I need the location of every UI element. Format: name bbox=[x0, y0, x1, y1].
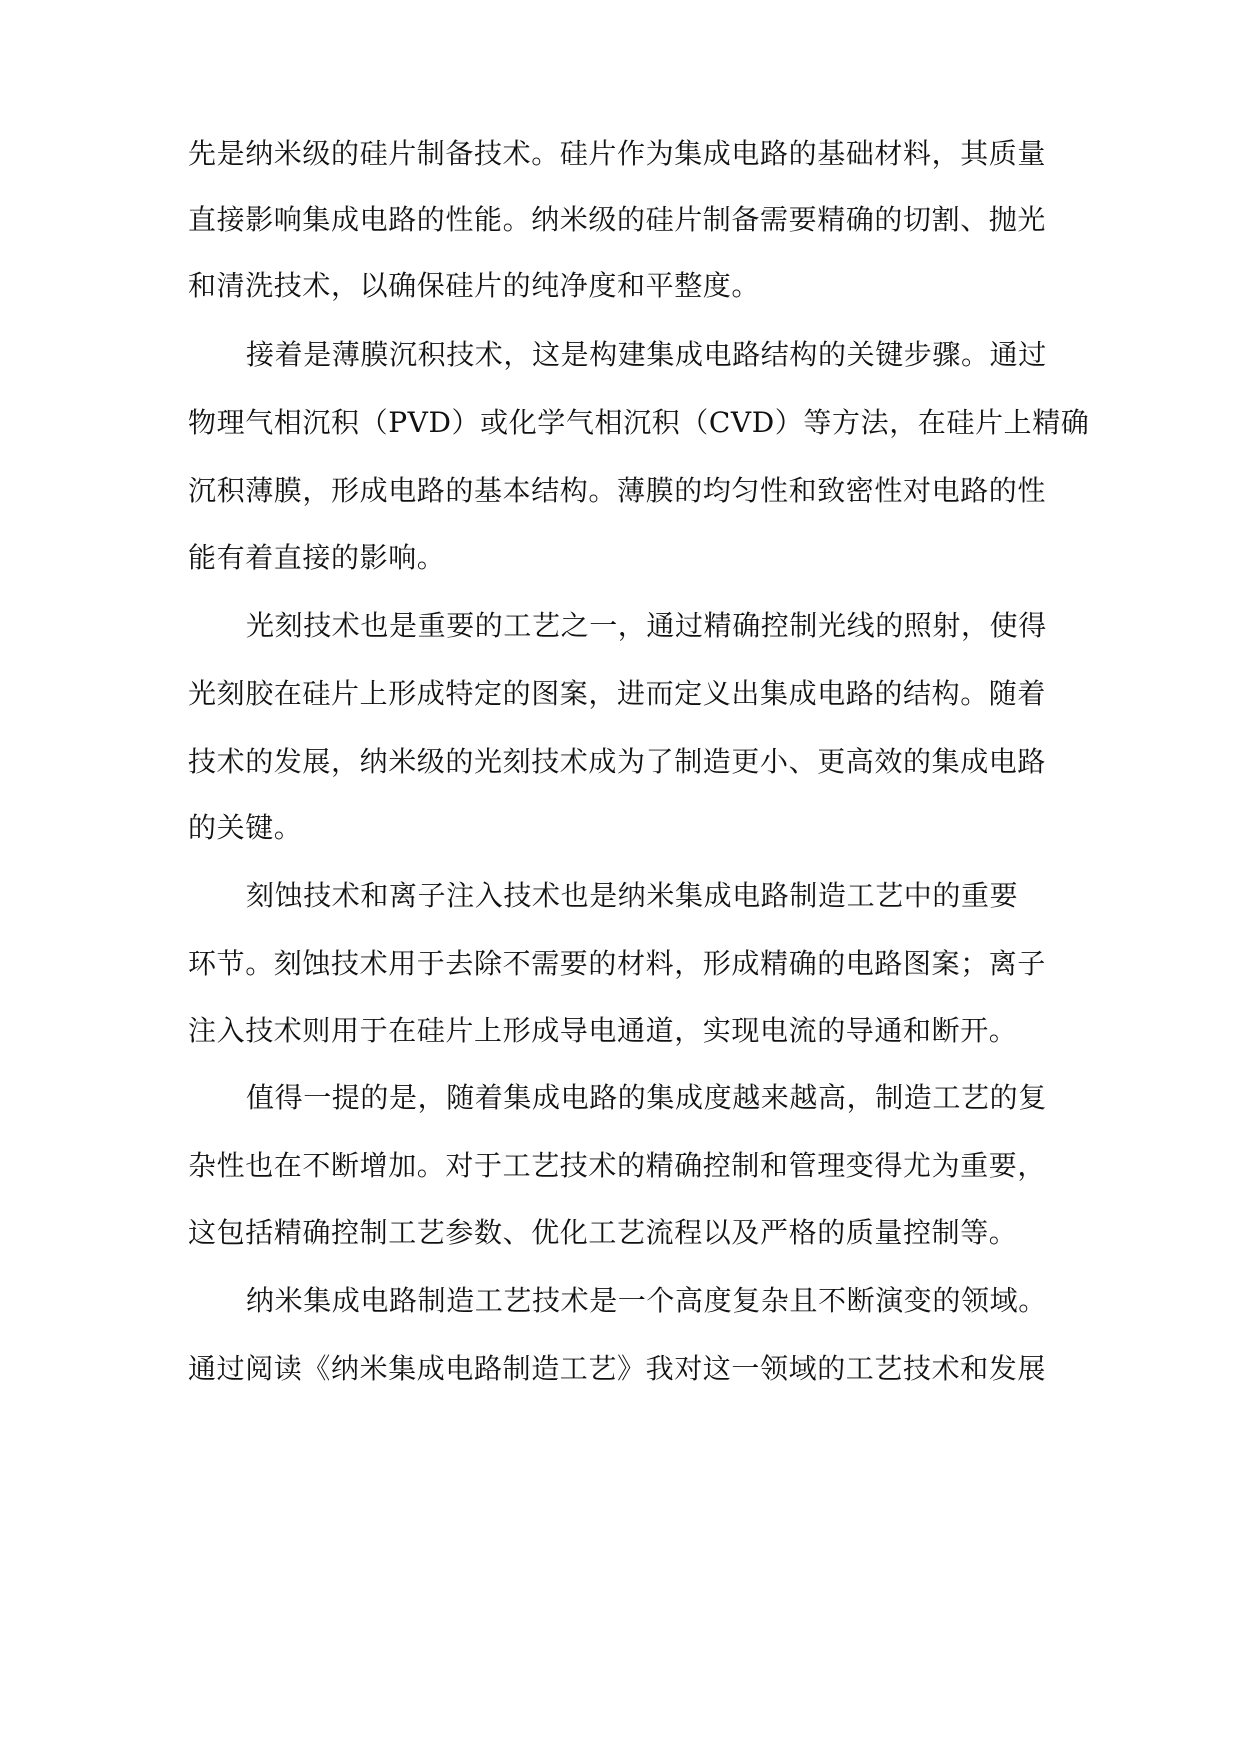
text-line: 沉积薄膜，形成电路的基本结构。薄膜的均匀性和致密性对电路的性 bbox=[188, 474, 1047, 507]
text-line: 光刻技术也是重要的工艺之一，通过精确控制光线的照射，使得 bbox=[246, 609, 1047, 642]
text-line: 光刻胶在硅片上形成特定的图案，进而定义出集成电路的结构。随着 bbox=[188, 677, 1047, 710]
text-line: 的关键。 bbox=[188, 811, 303, 844]
text-line: 环节。刻蚀技术用于去除不需要的材料，形成精确的电路图案；离子 bbox=[188, 947, 1047, 980]
text-line: 刻蚀技术和离子注入技术也是纳米集成电路制造工艺中的重要 bbox=[246, 879, 1019, 912]
text-line: 和清洗技术，以确保硅片的纯净度和平整度。 bbox=[188, 269, 761, 302]
text-line: 杂性也在不断增加。对于工艺技术的精确控制和管理变得尤为重要， bbox=[188, 1149, 1047, 1182]
text-line: 先是纳米级的硅片制备技术。硅片作为集成电路的基础材料，其质量 bbox=[188, 137, 1047, 170]
text-line: 值得一提的是，随着集成电路的集成度越来越高，制造工艺的复 bbox=[246, 1081, 1047, 1114]
text-line: 接着是薄膜沉积技术，这是构建集成电路结构的关键步骤。通过 bbox=[246, 338, 1047, 371]
text-line: 物理气相沉积（PVD）或化学气相沉积（CVD）等方法，在硅片上精确 bbox=[188, 406, 1090, 439]
text-line: 这包括精确控制工艺参数、优化工艺流程以及严格的质量控制等。 bbox=[188, 1216, 1018, 1249]
text-line: 直接影响集成电路的性能。纳米级的硅片制备需要精确的切割、抛光 bbox=[188, 203, 1047, 236]
text-line: 注入技术则用于在硅片上形成导电通道，实现电流的导通和断开。 bbox=[188, 1014, 1018, 1047]
text-line: 能有着直接的影响。 bbox=[188, 541, 446, 574]
text-line: 技术的发展，纳米级的光刻技术成为了制造更小、更高效的集成电路 bbox=[188, 745, 1047, 778]
text-line: 纳米集成电路制造工艺技术是一个高度复杂且不断演变的领域。 bbox=[246, 1284, 1047, 1317]
text-line: 通过阅读《纳米集成电路制造工艺》我对这一领域的工艺技术和发展 bbox=[188, 1352, 1047, 1385]
